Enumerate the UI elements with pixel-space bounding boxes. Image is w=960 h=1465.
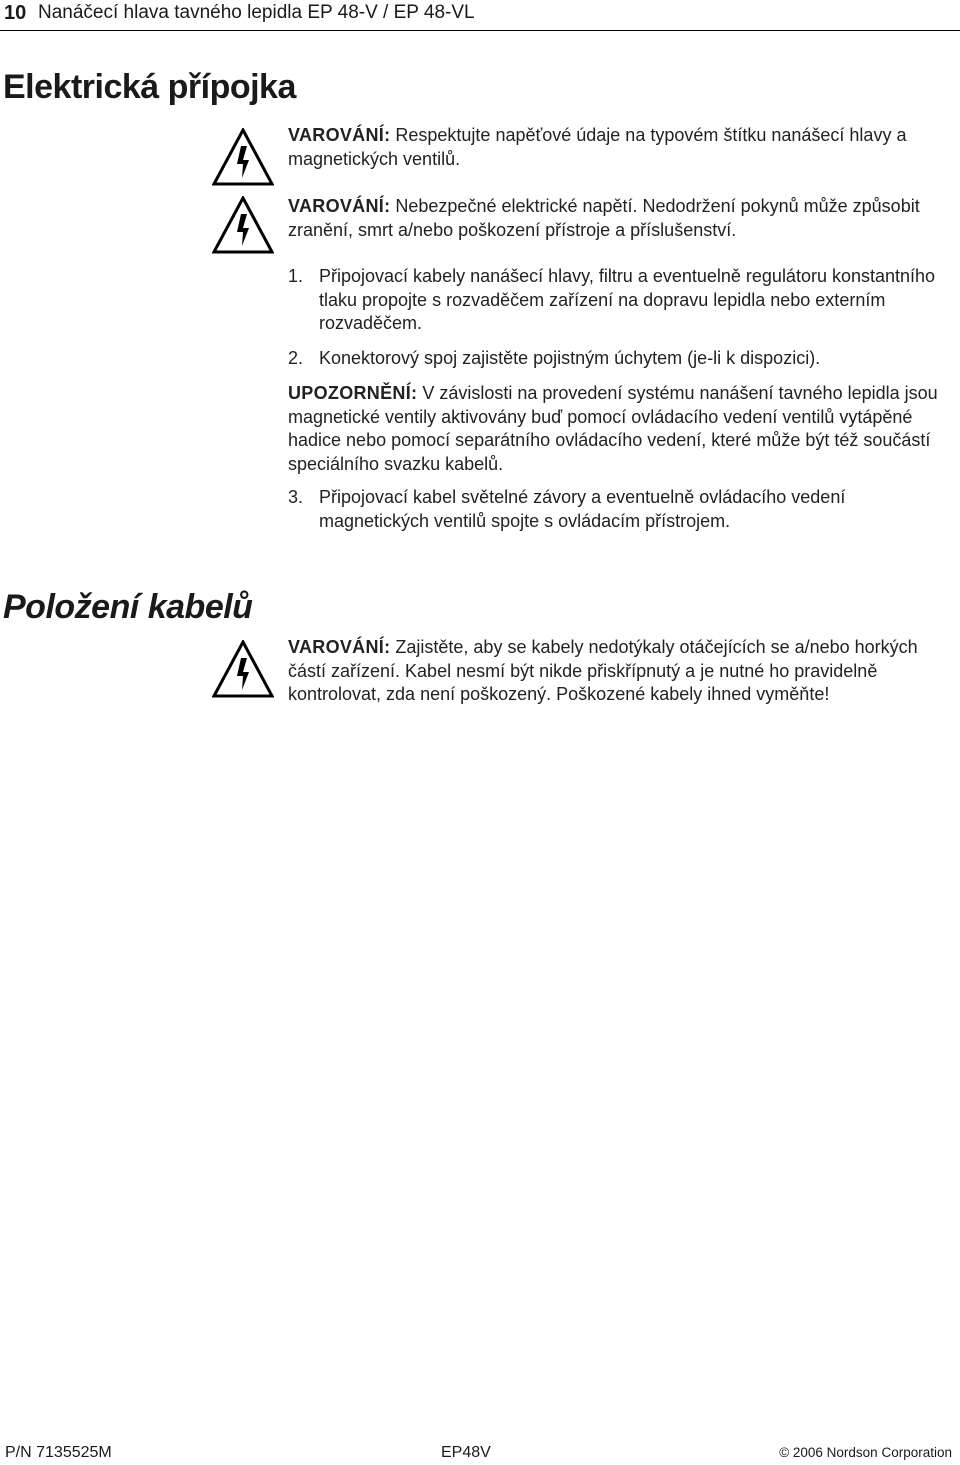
header-title: Nanáčecí hlava tavného lepidla EP 48-V / EP 48-VL: [38, 2, 475, 23]
warning-text: Zajistěte, aby se kabely nedotýkaly otáčejících se a/nebo horkých částí zařízení. Kabel nesmí být nikde přiskřípnutý a je nutné ho pravidelně kontrolovat, zda není poškozený. Poškozené kabely ihned vyměňte!: [288, 637, 918, 704]
step-2: [288, 347, 953, 371]
page-header: [0, 0, 960, 31]
warning-cable-routing: [288, 636, 953, 707]
notice-label: UPOZORNĚNÍ:: [288, 383, 418, 403]
warning-text: Respektujte napěťové údaje na typovém štítku nanášecí hlavy a magnetických ventilů.: [288, 125, 907, 169]
page-footer: [0, 1444, 960, 1465]
step-text: Připojovací kabely nanášecí hlavy, filtru a eventuelně regulátoru konstantního tlaku propojte s rozvaděčem zařízení na dopravu lepidla nebo externím rozvaděčem.: [319, 266, 936, 333]
warning-dangerous-voltage: [288, 195, 953, 242]
warning-text: Nebezpečné elektrické napětí. Nedodržení pokynů může způsobit zranění, smrt a/nebo poškození přístroje a příslušenství.: [288, 196, 920, 240]
step-text: Konektorový spoj zajistěte pojistným úchytem (je-li k dispozici).: [319, 348, 821, 368]
copyright: © 2006 Nordson Corporation: [779, 1445, 952, 1460]
electrical-hazard-icon: [212, 640, 274, 698]
section-title-cable-routing: Položení kabelů: [3, 588, 253, 626]
step-number: 2.: [288, 348, 304, 368]
step-text: Připojovací kabel světelné závory a eventuelně ovládacího vedení magnetických ventilů spojte s ovládacím přístrojem.: [319, 487, 846, 531]
part-number: P/N 7135525M: [5, 1444, 112, 1461]
notice-block: [288, 382, 953, 476]
electrical-hazard-icon: [212, 196, 274, 254]
notice-text: V závislosti na provedení systému nanášení tavného lepidla jsou magnetické ventily aktivovány buď pomocí ovládacího vedení ventilů vytápěné hadice nebo pomocí separátního ovládacího vedení, které může být též součástí speciálního svazku kabelů.: [288, 383, 938, 474]
electrical-hazard-icon: [212, 128, 274, 186]
warning-label: VAROVÁNÍ:: [288, 637, 391, 657]
step-3: [288, 486, 953, 533]
section-title-electrical: Elektrická přípojka: [3, 68, 296, 106]
step-1: [288, 265, 953, 336]
warning-label: VAROVÁNÍ:: [288, 196, 391, 216]
page-number: 10: [4, 2, 27, 24]
warning-voltage-rating: [288, 124, 953, 171]
step-number: 3.: [288, 487, 304, 507]
warning-label: VAROVÁNÍ:: [288, 125, 391, 145]
step-number: 1.: [288, 266, 304, 286]
model-code: EP48V: [441, 1444, 491, 1461]
